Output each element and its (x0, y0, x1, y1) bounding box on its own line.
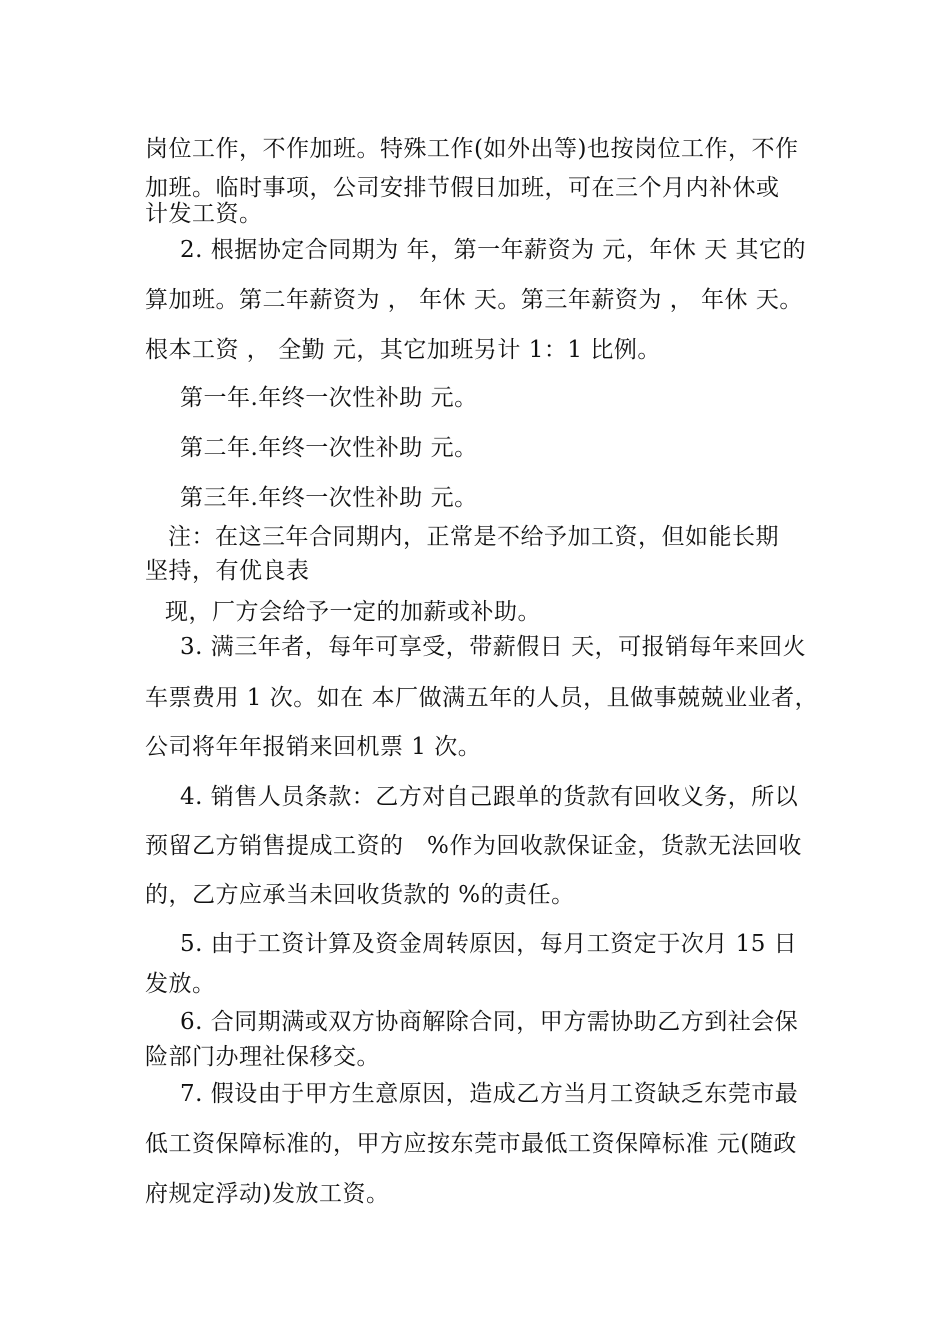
paragraph-line: 府规定浮动)发放工资。 (145, 1181, 390, 1207)
paragraph-line: 车票费用 1 次。如在 本厂做满五年的人员，且做事兢兢业业者， (145, 685, 819, 711)
paragraph-line: 预留乙方销售提成工资的 %作为回收款保证金，货款无法回收 (145, 833, 802, 859)
paragraph-line: 7. 假设由于甲方生意原因，造成乙方当月工资缺乏东莞市最 (180, 1081, 799, 1107)
paragraph-line: 公司将年年报销来回机票 1 次。 (145, 734, 482, 760)
paragraph-line: 第三年.年终一次性补助 元。 (180, 485, 478, 511)
paragraph-line: 第一年.年终一次性补助 元。 (180, 385, 478, 411)
paragraph-line: 2. 根据协定合同期为 年，第一年薪资为 元，年休 天 其它的 (180, 237, 806, 263)
paragraph-line: 3. 满三年者，每年可享受，带薪假日 天，可报销每年来回火 (180, 634, 807, 660)
paragraph-line: 5. 由于工资计算及资金周转原因，每月工资定于次月 15 日 (180, 931, 798, 957)
paragraph-line: 根本工资 ， 全勤 元，其它加班另计 1：1 比例。 (145, 337, 661, 363)
paragraph-line: 算加班。第二年薪资为 ， 年休 天。第三年薪资为 ， 年休 天。 (145, 287, 803, 313)
paragraph-line: 的，乙方应承当未回收货款的 %的责任。 (145, 882, 575, 908)
paragraph-line: 低工资保障标准的，甲方应按东莞市最低工资保障标准 元(随政 (145, 1131, 797, 1157)
paragraph-line: 6. 合同期满或双方协商解除合同，甲方需协助乙方到社会保 (180, 1009, 799, 1035)
paragraph-line: 发放。 (145, 971, 216, 997)
paragraph-line: 坚持，有优良表 (145, 558, 310, 584)
paragraph-line: 计发工资。 (145, 201, 263, 227)
paragraph-line: 岗位工作，不作加班。特殊工作(如外出等)也按岗位工作，不作 (145, 136, 799, 162)
paragraph-line: 第二年.年终一次性补助 元。 (180, 435, 478, 461)
paragraph-line: 现，厂方会给予一定的加薪或补助。 (165, 599, 541, 625)
paragraph-line: 险部门办理社保移交。 (145, 1044, 380, 1070)
paragraph-line: 4. 销售人员条款：乙方对自己跟单的货款有回收义务，所以 (180, 784, 799, 810)
paragraph-line: 加班。临时事项，公司安排节假日加班，可在三个月内补休或 (145, 175, 780, 201)
paragraph-line: 注：在这三年合同期内，正常是不给予加工资，但如能长期 (168, 524, 779, 550)
